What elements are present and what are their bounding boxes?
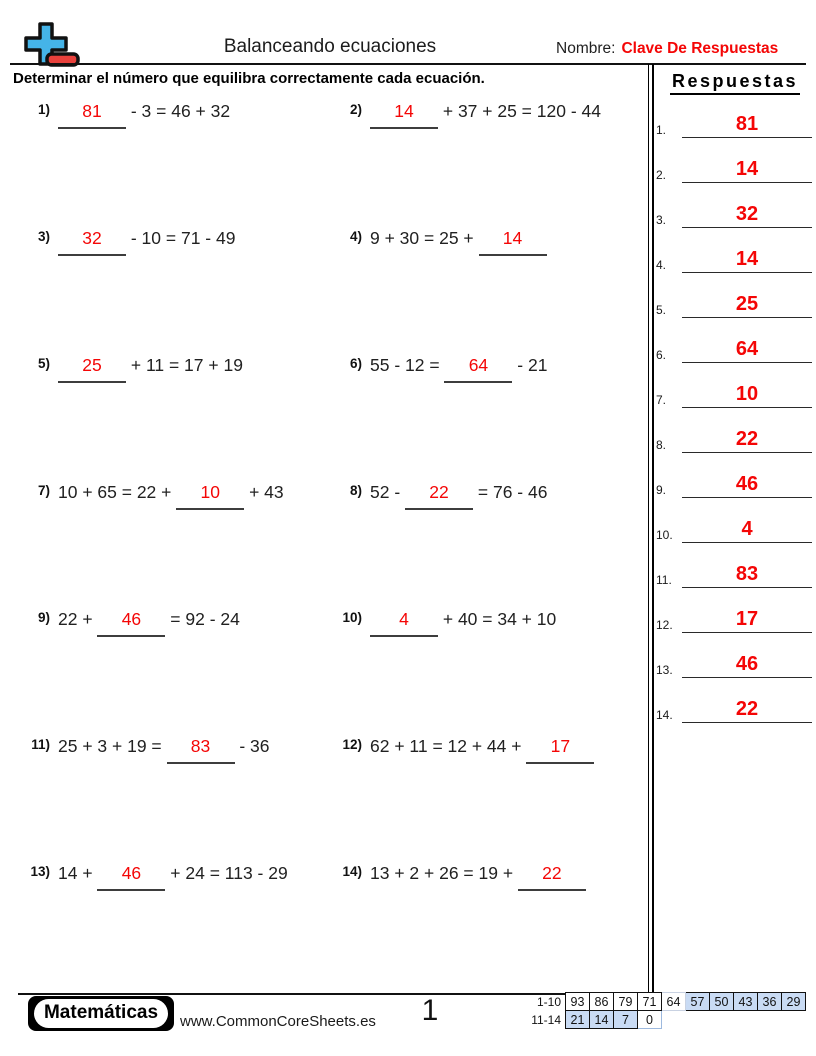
- problem-number: 6): [349, 356, 362, 371]
- problem-number: 10): [342, 610, 362, 625]
- problem-14: [336, 862, 586, 885]
- answer-blank[interactable]: 4: [370, 608, 438, 637]
- problem-number: 4): [349, 229, 362, 244]
- answer-value: 22: [682, 429, 812, 453]
- answer-item-2: [656, 151, 812, 183]
- problem-number: 12): [342, 737, 362, 752]
- answers-title-text: Respuestas: [670, 71, 800, 95]
- score-cell: 57: [686, 993, 710, 1011]
- score-table: [521, 992, 806, 1029]
- problem-6: [336, 354, 547, 377]
- equation-text: 62 + 11 = 12 + 44 +: [370, 736, 527, 756]
- answer-number: 14.: [656, 708, 673, 722]
- problem-5: [24, 354, 243, 377]
- problem-number: 9): [37, 610, 50, 625]
- problem-number: 2): [349, 102, 362, 117]
- answer-item-10: [656, 511, 812, 543]
- brand-name: Matemáticas: [34, 999, 168, 1028]
- answer-value: 32: [682, 204, 812, 228]
- name-value: Clave De Respuestas: [621, 40, 779, 57]
- problem-number: 8): [349, 483, 362, 498]
- answer-value: 46: [682, 474, 812, 498]
- equation: [58, 100, 230, 123]
- problem-number: 14): [342, 864, 362, 879]
- answer-blank[interactable]: 46: [97, 608, 165, 637]
- answer-number: 1.: [656, 123, 667, 137]
- answer-item-7: [656, 376, 812, 408]
- answer-value: 81: [682, 114, 812, 138]
- problem-2: [336, 100, 601, 123]
- score-row-label: 11-14: [531, 1012, 561, 1027]
- equation: [370, 862, 586, 885]
- equation: [370, 735, 594, 758]
- problem-number: 3): [37, 229, 50, 244]
- answer-number: 9.: [656, 483, 667, 497]
- answer-blank[interactable]: 83: [167, 735, 235, 764]
- equation-text: + 11 = 17 + 19: [126, 355, 243, 375]
- equation-text: 14 +: [58, 863, 98, 883]
- answer-value: 14: [682, 249, 812, 273]
- score-cell: 7: [614, 1011, 638, 1029]
- answer-item-13: [656, 646, 812, 678]
- problem-number: 13): [30, 864, 50, 879]
- answers-panel-title: [656, 71, 814, 92]
- answer-value: 22: [682, 699, 812, 723]
- score-cell: 79: [614, 993, 638, 1011]
- equation-text: - 21: [512, 355, 548, 375]
- answer-number: 11.: [656, 573, 672, 587]
- equation-text: 10 + 65 = 22 +: [58, 482, 177, 502]
- answer-blank[interactable]: 32: [58, 227, 126, 256]
- answer-number: 6.: [656, 348, 667, 362]
- answer-blank[interactable]: 14: [479, 227, 547, 256]
- score-row-label: 1-10: [536, 994, 561, 1009]
- answer-number: 8.: [656, 438, 667, 452]
- equation-text: + 37 + 25 = 120 - 44: [438, 101, 601, 121]
- answer-blank[interactable]: 81: [58, 100, 126, 129]
- answer-number: 3.: [656, 213, 667, 227]
- answer-blank[interactable]: 22: [518, 862, 586, 891]
- answer-blank[interactable]: 10: [176, 481, 244, 510]
- page-number: 1: [421, 994, 439, 1027]
- equation: [370, 100, 601, 123]
- answer-item-6: [656, 331, 812, 363]
- answer-item-11: [656, 556, 812, 588]
- score-cell: 93: [566, 993, 590, 1011]
- answer-number: 4.: [656, 258, 667, 272]
- equation: [58, 481, 284, 504]
- score-cell: 43: [734, 993, 758, 1011]
- answer-value: 17: [682, 609, 812, 633]
- name-label: Nombre:: [556, 40, 616, 57]
- answer-item-1: [656, 106, 812, 138]
- answer-blank[interactable]: 25: [58, 354, 126, 383]
- equation: [370, 481, 547, 504]
- answer-number: 12.: [656, 618, 673, 632]
- answer-number: 2.: [656, 168, 667, 182]
- answer-value: 14: [682, 159, 812, 183]
- equation-text: + 40 = 34 + 10: [438, 609, 557, 629]
- answer-number: 13.: [656, 663, 673, 677]
- equation-text: + 24 = 113 - 29: [165, 863, 288, 883]
- problem-10: [336, 608, 556, 631]
- score-row: [521, 993, 806, 1011]
- equation: [58, 354, 243, 377]
- score-cell: 71: [638, 993, 662, 1011]
- brand-logo: [28, 996, 174, 1031]
- problem-number: 5): [37, 356, 50, 371]
- problem-number: 7): [37, 483, 50, 498]
- answer-value: 4: [682, 519, 812, 543]
- answer-value: 25: [682, 294, 812, 318]
- equation-text: 25 + 3 + 19 =: [58, 736, 167, 756]
- name-row: [556, 40, 778, 58]
- answer-item-3: [656, 196, 812, 228]
- equation-text: 55 - 12 =: [370, 355, 445, 375]
- equation: [370, 354, 547, 377]
- equation: [370, 608, 556, 631]
- answer-value: 46: [682, 654, 812, 678]
- equation: [58, 735, 270, 758]
- equation: [58, 608, 240, 631]
- answer-blank[interactable]: 46: [97, 862, 165, 891]
- instruction-text: Determinar el número que equilibra correctamente cada ecuación.: [13, 70, 485, 87]
- score-cell: 0: [638, 1011, 662, 1029]
- equation: [370, 227, 547, 250]
- answer-blank[interactable]: 64: [444, 354, 512, 383]
- problem-number: 11): [31, 737, 50, 752]
- answers-divider: [648, 64, 654, 993]
- score-cell: 29: [782, 993, 806, 1011]
- equation-text: - 36: [234, 736, 270, 756]
- answer-item-4: [656, 241, 812, 273]
- answer-value: 64: [682, 339, 812, 363]
- answer-value: 83: [682, 564, 812, 588]
- answer-number: 5.: [656, 303, 667, 317]
- answer-item-9: [656, 466, 812, 498]
- problem-9: [24, 608, 240, 631]
- answer-value: 10: [682, 384, 812, 408]
- answer-blank[interactable]: 22: [405, 481, 473, 510]
- answer-item-12: [656, 601, 812, 633]
- answer-blank[interactable]: 17: [526, 735, 594, 764]
- equation: [58, 862, 288, 885]
- score-cell: 21: [566, 1011, 590, 1029]
- equation-text: - 10 = 71 - 49: [126, 228, 236, 248]
- page-title: Balanceando ecuaciones: [223, 36, 437, 57]
- score-cell: 64: [662, 993, 686, 1011]
- equation-text: 9 + 30 = 25 +: [370, 228, 479, 248]
- problem-12: [336, 735, 594, 758]
- problem-1: [24, 100, 230, 123]
- problem-8: [336, 481, 547, 504]
- answer-blank[interactable]: 14: [370, 100, 438, 129]
- equation-text: 52 -: [370, 482, 406, 502]
- problem-11: [24, 735, 270, 758]
- equation-text: = 76 - 46: [473, 482, 548, 502]
- answer-number: 7.: [656, 393, 667, 407]
- problem-13: [24, 862, 288, 885]
- equation-text: - 3 = 46 + 32: [126, 101, 231, 121]
- problem-3: [24, 227, 235, 250]
- problem-4: [336, 227, 547, 250]
- website-url[interactable]: www.CommonCoreSheets.es: [180, 1013, 376, 1030]
- header-divider: [10, 63, 806, 65]
- answer-number: 10.: [656, 528, 673, 542]
- equation: [58, 227, 235, 250]
- answer-item-5: [656, 286, 812, 318]
- score-cell: 14: [590, 1011, 614, 1029]
- equation-text: + 43: [244, 482, 284, 502]
- score-cell: 50: [710, 993, 734, 1011]
- equation-text: = 92 - 24: [165, 609, 240, 629]
- equation-text: 22 +: [58, 609, 98, 629]
- score-cell: 86: [590, 993, 614, 1011]
- equation-text: 13 + 2 + 26 = 19 +: [370, 863, 518, 883]
- answer-item-8: [656, 421, 812, 453]
- problem-7: [24, 481, 284, 504]
- problem-number: 1): [37, 102, 50, 117]
- answer-item-14: [656, 691, 812, 723]
- score-row: [521, 1011, 806, 1029]
- score-cell: 36: [758, 993, 782, 1011]
